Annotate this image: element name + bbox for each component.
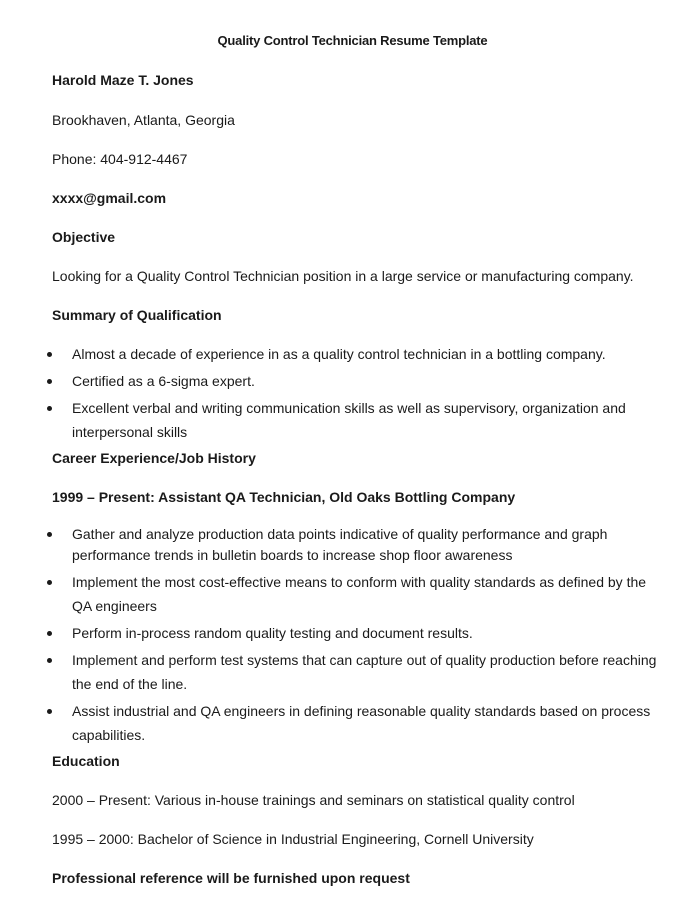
career-list [52,524,662,747]
list-item [52,342,662,366]
list-item-text: Implement and perform test systems that can capture out of quality production before reaching the end of the line. [72,652,657,692]
email: xxxx@gmail.com [52,190,167,206]
list-item [52,648,662,696]
list-item-text: Excellent verbal and writing communication skills as well as supervisory, organization and interpersonal skills [72,400,626,440]
education-heading: Education [52,753,120,769]
list-item-text: Certified as a 6-sigma expert. [72,373,255,389]
list-item-text: Assist industrial and QA engineers in defining reasonable quality standards based on process capabilities. [72,703,651,743]
bullet-icon [47,532,52,537]
summary-heading: Summary of Qualification [52,307,222,323]
phone: Phone: 404-912-4467 [52,151,188,167]
document-title: Quality Control Technician Resume Template [217,33,488,48]
education-entry: 2000 – Present: Various in-house trainings and seminars on statistical quality control [52,792,575,808]
objective-text: Looking for a Quality Control Technician position in a large service or manufacturing company. [52,268,634,284]
bullet-icon [47,379,52,384]
candidate-name: Harold Maze T. Jones [52,72,194,88]
education-entry: 1995 – 2000: Bachelor of Science in Industrial Engineering, Cornell University [52,831,534,847]
bullet-icon [47,580,52,585]
list-item [52,570,662,618]
list-item-text: Implement the most cost-effective means to conform with quality standards as defined by the QA engineers [72,574,647,614]
job-title: 1999 – Present: Assistant QA Technician, Old Oaks Bottling Company [52,489,516,505]
list-item [52,524,662,566]
list-item [52,396,662,444]
career-heading: Career Experience/Job History [52,450,256,466]
reference-note: Professional reference will be furnished upon request [52,870,410,886]
list-item [52,699,662,747]
bullet-icon [47,406,52,411]
summary-list [52,342,662,444]
bullet-icon [47,709,52,714]
list-item [52,621,662,645]
bullet-icon [47,658,52,663]
list-item-text: Gather and analyze production data points indicative of quality performance and graph performance trends in bulletin boards to increase shop floor awareness [72,526,608,563]
address: Brookhaven, Atlanta, Georgia [52,112,235,128]
objective-heading: Objective [52,229,116,245]
list-item [52,369,662,393]
bullet-icon [47,631,52,636]
list-item-text: Perform in-process random quality testing and document results. [72,625,473,641]
bullet-icon [47,352,52,357]
list-item-text: Almost a decade of experience in as a quality control technician in a bottling company. [72,346,606,362]
